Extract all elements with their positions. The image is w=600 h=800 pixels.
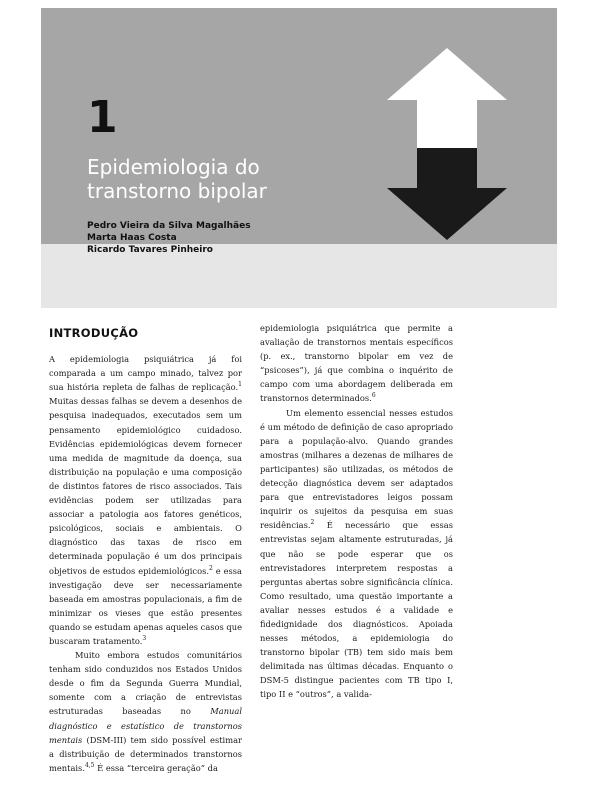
text-column-left: [49, 321, 242, 775]
body-paragraph: [260, 321, 453, 406]
citation-superscript: 4,5: [84, 762, 95, 770]
citation-superscript: 1: [238, 381, 242, 389]
author-name: Ricardo Tavares Pinheiro: [87, 245, 213, 255]
author-name: Marta Haas Costa: [87, 233, 177, 243]
citation-superscript: 6: [371, 392, 376, 400]
body-text: epidemiologia psiquiátrica que permite a avaliação de transtornos mentais específicos (p. ex., transtorno bipolar em vez de “psicoses”), já que combina o inquérito de campo com uma abordagem deliberada em transtornos determinados.: [260, 323, 453, 404]
up-arrow-icon: [387, 48, 507, 148]
author-name: Pedro Vieira da Silva Magalhães: [87, 221, 251, 231]
citation-superscript: 3: [142, 635, 147, 643]
body-text: Muito embora estudos comunitários tenham sido conduzidos nos Estados Unidos desde o fim da Segunda Guerra Mundial, somente com a criação de entrevistas estruturadas baseadas no: [49, 650, 242, 717]
body-paragraph: [49, 352, 242, 648]
body-text: e essa investigação deve ser necessariamente baseada em amostras populacionais, a fim de minimizar os vieses que estão presentes quando se estudam apenas aqueles casos que buscaram tratamento.: [49, 565, 243, 646]
body-text: Muitas dessas falhas se devem a desenhos de pesquisa inadequados, executados sem um pensamento epidemiológico cuidadoso. Evidências epidemiológicas devem fornecer uma medida de magnitude da doença, sua distribuição na população e uma composição de distintos fatores de risco associados. Tais evidências podem ser utilizadas para associar a patologia aos fatores genéticos, psicológicos, sociais e ambientais. O diagnóstico das taxas de risco em determinada população é um dos principais objetivos de estudos epidemiológicos.: [49, 396, 242, 576]
italic-title: Manual diagnóstico e estatístico de transtornos mentais: [49, 706, 242, 745]
body-text: É necessário que essas entrevistas sejam altamente estruturadas, já que não se pode esperar que os entrevistadores interpretem respostas a perguntas abertas sobre significância clínica. Como resultado, uma questão importante a avaliar nesses estudos é a validade e fidedignidade dos diagnósticos. Apoiada nesses métodos, a epidemiologia do transtorno bipolar (TB) tem sido mais bem delimitada nas últimas décadas. Enquanto o DSM-5 distingue pacientes com TB tipo I, tipo II e “outros”, a valida-: [260, 520, 453, 700]
citation-superscript: 2: [208, 564, 213, 572]
chapter-number: 1: [87, 92, 118, 143]
section-heading: INTRODUÇÃO: [49, 326, 139, 340]
body-paragraph: [49, 648, 242, 775]
body-text: Um elemento essencial nesses estudos é um método de definição de caso apropriado para a população-alvo. Quando grandes amostras (milhares a dezenas de milhares de participantes) são utilizadas, os métodos de detecção diagnóstica devem ser adaptados para que entrevistadores leigos possam inquirir os sujeitos da pesquisa em suas residências.: [260, 407, 453, 531]
text-column-right: [260, 321, 453, 702]
chapter-title-line-1: Epidemiologia do: [87, 155, 260, 179]
arrows-graphic: [387, 48, 507, 240]
author-list: [87, 220, 251, 256]
citation-superscript: 2: [310, 519, 315, 527]
down-arrow-icon: [387, 148, 507, 240]
body-text: (DSM-III) tem sido possível estimar a distribuição de determinados transtornos mentais.: [49, 734, 242, 773]
chapter-title: [87, 155, 367, 203]
body-paragraph: [260, 406, 453, 702]
chapter-title-line-2: transtorno bipolar: [87, 179, 267, 203]
body-text: É essa “terceira geração” da: [94, 762, 218, 773]
body-text: A epidemiologia psiquiátrica já foi comparada a um campo minado, talvez por sua história repleta de falhas de replicação.: [49, 354, 242, 393]
